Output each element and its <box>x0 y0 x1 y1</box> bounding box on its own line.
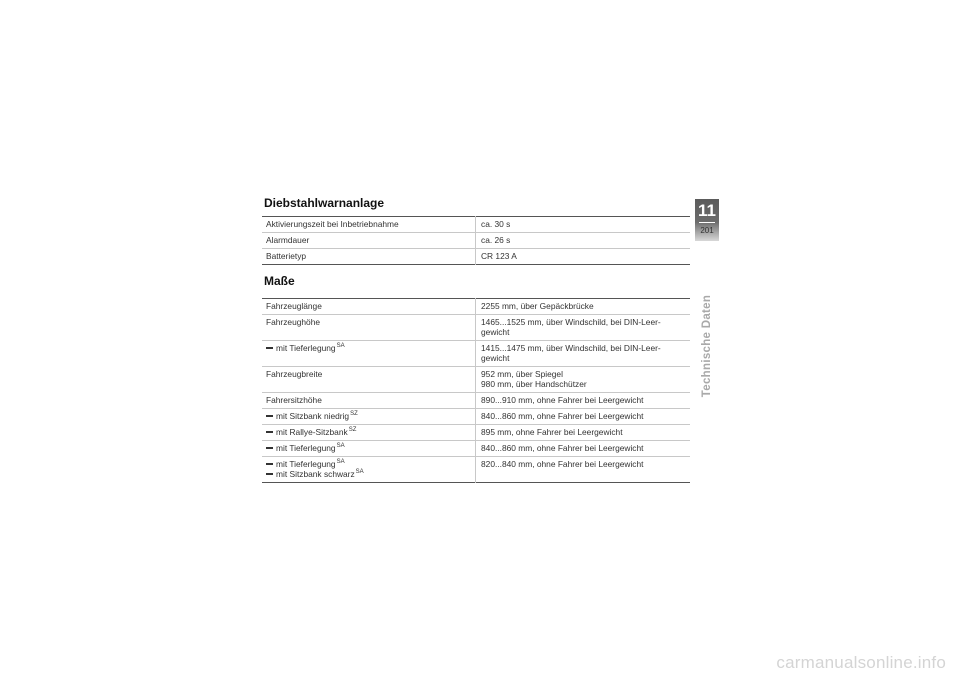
dash-icon <box>266 347 273 349</box>
spec-value-continued: 980 mm, über Handschützer <box>481 379 587 389</box>
dimensions-specs-table <box>262 298 690 483</box>
table-row <box>262 315 690 341</box>
sub-item <box>266 411 471 421</box>
spec-value: 840...860 mm, ohne Fahrer bei Leergewicht <box>476 409 691 425</box>
tab-divider <box>699 222 715 223</box>
spec-value-cell <box>476 341 691 367</box>
sub-item <box>266 343 471 353</box>
table-row <box>262 457 690 483</box>
table-row <box>262 217 690 233</box>
spec-label: mit Tieferlegung <box>276 443 336 453</box>
option-superscript: SA <box>336 443 345 450</box>
spec-value: 895 mm, ohne Fahrer bei Leergewicht <box>476 425 691 441</box>
spec-label: Fahrzeuglänge <box>262 299 476 315</box>
chapter-number: 11 <box>698 201 716 220</box>
spec-label: Batterietyp <box>262 249 476 265</box>
spec-label: mit Sitzbank niedrig <box>276 411 350 421</box>
spec-value-cell <box>476 367 691 393</box>
sub-item <box>266 427 471 437</box>
table-row <box>262 367 690 393</box>
spec-label: Aktivierungszeit bei Inbetriebnahme <box>262 217 476 233</box>
section-title-dimensions: Maße <box>264 274 295 288</box>
spec-value: 820...840 mm, ohne Fahrer bei Leergewicht <box>476 457 691 483</box>
dash-icon <box>266 463 273 465</box>
spec-value: 952 mm, über Spiegel <box>481 369 563 379</box>
sub-item <box>266 469 471 479</box>
spec-label: mit Tieferlegung <box>276 343 336 353</box>
page-number: 201 <box>700 226 714 235</box>
spec-value: 840...860 mm, ohne Fahrer bei Leergewicht <box>476 441 691 457</box>
option-superscript: SA <box>355 469 364 476</box>
spec-label: Fahrzeugbreite <box>262 367 476 393</box>
table-row <box>262 299 690 315</box>
watermark: carmanualsonline.info <box>776 653 946 672</box>
table-row <box>262 441 690 457</box>
spec-label: Fahrersitzhöhe <box>262 393 476 409</box>
spec-label: mit Rallye-Sitzbank <box>276 427 348 437</box>
spec-label-cell <box>262 409 476 425</box>
sub-item <box>266 459 471 469</box>
spec-value: CR 123 A <box>476 249 691 265</box>
table-row <box>262 425 690 441</box>
spec-value: ca. 30 s <box>481 219 511 229</box>
spec-label-cell <box>262 341 476 367</box>
manual-page-content <box>262 196 690 483</box>
spec-value-continued: gewicht <box>481 353 510 363</box>
option-superscript: SA <box>336 343 345 350</box>
spec-label: mit Sitzbank schwarz <box>276 469 355 479</box>
spec-value: 890...910 mm, ohne Fahrer bei Leergewicht <box>476 393 691 409</box>
spec-value: 1465...1525 mm, über Windschild, bei DIN-Leer- <box>481 317 661 327</box>
spec-value: ca. 26 s <box>476 233 691 249</box>
spec-value: 1415...1475 mm, über Windschild, bei DIN-Leer- <box>481 343 661 353</box>
table-row <box>262 409 690 425</box>
spec-label-cell <box>262 425 476 441</box>
spec-value-continued: gewicht <box>481 327 510 337</box>
table-row <box>262 249 690 265</box>
alarm-specs-table <box>262 216 690 265</box>
spec-label-cell <box>262 457 476 483</box>
section-title-alarm: Diebstahlwarnanlage <box>264 196 385 210</box>
spec-value: 2255 mm, über Gepäckbrücke <box>481 301 594 311</box>
spec-label: Fahrzeughöhe <box>262 315 476 341</box>
table-row <box>262 233 690 249</box>
table-row <box>262 393 690 409</box>
option-superscript: SZ <box>348 427 357 434</box>
dash-icon <box>266 447 273 449</box>
chapter-title: Technische Daten <box>701 294 713 398</box>
dash-icon <box>266 431 273 433</box>
chapter-tab <box>695 199 719 241</box>
dash-icon <box>266 415 273 417</box>
dash-icon <box>266 473 273 475</box>
spec-value-cell <box>476 315 691 341</box>
table-row <box>262 341 690 367</box>
spec-label-cell <box>262 441 476 457</box>
option-superscript: SZ <box>350 411 358 418</box>
sub-item <box>266 443 471 453</box>
spec-label: Alarmdauer <box>262 233 476 249</box>
spec-label: mit Tieferlegung <box>276 459 336 469</box>
option-superscript: SA <box>336 459 345 466</box>
